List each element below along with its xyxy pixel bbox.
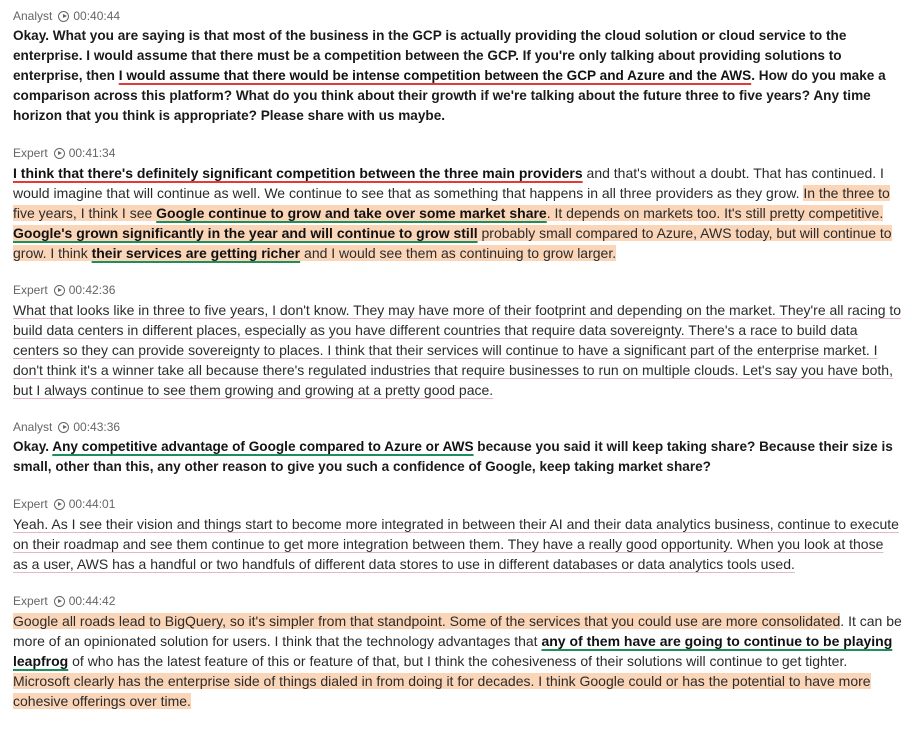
speaker-label: Analyst xyxy=(13,9,53,23)
highlighted-segment: their services are getting richer xyxy=(91,245,301,261)
highlighted-segment: Google continue to grow and take over some market share xyxy=(156,205,547,221)
play-icon[interactable] xyxy=(54,148,65,159)
timestamp-link[interactable]: 00:44:42 xyxy=(68,594,116,608)
speaker-label: Expert xyxy=(13,283,48,297)
speaker-label: Expert xyxy=(13,146,48,160)
text-segment: of who has the latest feature of this or feature of that, but I think the cohesiveness of their solutions will continue to get tighter. xyxy=(68,653,848,669)
highlighted-segment: Google all roads lead to BigQuery, so it's simpler from that standpoint. Some of the services that you could use are more consolidated xyxy=(13,613,841,629)
text-segment: Okay. xyxy=(13,439,53,454)
speaker-label: Expert xyxy=(13,497,48,511)
highlighted-segment: Google's grown significantly in the year and will continue to grow still xyxy=(13,225,478,241)
highlighted-segment: probably small compared to Azure, AWS today, but will continue to grow. I think xyxy=(13,225,892,261)
timestamp-link[interactable]: 00:42:36 xyxy=(68,283,116,297)
play-icon[interactable] xyxy=(58,422,69,433)
play-icon[interactable] xyxy=(58,11,69,22)
key-phrase: I think that there's definitely significant competition between the three main providers xyxy=(13,165,583,181)
speaker-meta xyxy=(13,282,902,298)
text-segment: Okay. What you are saying is that most of the business in the GCP is actually providing the cloud solution or cloud service to the enterprise. I would assume that there must be a competition between the GCP. If you're only talking about providing solutions to enterprise, then xyxy=(13,28,847,83)
transcript-text xyxy=(13,611,902,711)
transcript-text xyxy=(13,437,902,477)
speaker-meta xyxy=(13,145,902,161)
key-phrase: Any competitive advantage of Google compared to Azure or AWS xyxy=(52,439,474,454)
text-segment: What that looks like in three to five years, I don't know. They may have more of their footprint and depending on the market. They're all racing to build data centers in different places, especially as you have different countries that require data sovereignty. There's a race to build data centers so they can provide sovereignty to places. I think that their services will continue to have a significant part of the enterprise market. I don't think it's a winner take all because there's regulated industries that require businesses to run on multiple clouds. Let's say you have both, but I always continue to see them growing and growing at a pretty good pace. xyxy=(13,302,902,398)
speaker-meta xyxy=(13,419,902,435)
speaker-label: Analyst xyxy=(13,420,53,434)
highlighted-segment: and I would see them as continuing to grow larger. xyxy=(300,245,617,261)
highlighted-segment: Microsoft clearly has the enterprise side of things dialed in from doing it for decades. I think Google could or has the potential to have more cohesive offerings over time. xyxy=(13,673,871,709)
transcript-text xyxy=(13,300,902,400)
play-icon[interactable] xyxy=(54,285,65,296)
speaker-meta xyxy=(13,496,902,512)
transcript-text xyxy=(13,26,902,126)
speaker-label: Expert xyxy=(13,594,48,608)
timestamp-link[interactable]: 00:40:44 xyxy=(73,9,121,23)
text-segment: because you said it will keep taking share? Because their size is small, other than this, any other reason to give you such a confidence of Google, keep taking market share? xyxy=(13,439,893,474)
play-icon[interactable] xyxy=(54,596,65,607)
transcript-block xyxy=(13,419,902,477)
highlighted-segment: . It depends on markets too. It's still pretty competitive. xyxy=(546,205,884,221)
key-phrase: I would assume that there would be intense competition between the GCP and Azure and the AWS xyxy=(118,68,752,83)
highlighted-segment: In the three to five years, I think I see xyxy=(13,185,890,221)
transcript-block xyxy=(13,593,902,711)
timestamp-link[interactable]: 00:44:01 xyxy=(68,497,116,511)
transcript-block xyxy=(13,145,902,263)
key-phrase: any of them have are going to continue to be playing leapfrog xyxy=(13,633,893,669)
play-icon[interactable] xyxy=(54,499,65,510)
timestamp-link[interactable]: 00:43:36 xyxy=(73,420,121,434)
transcript-text xyxy=(13,514,902,574)
text-segment: . How do you make a comparison across this platform? What do you think about their growth if we're talking about the future three to five years? Any time horizon that you think is appropriate? Please share with us maybe. xyxy=(13,68,886,123)
transcript-text xyxy=(13,163,902,263)
text-segment: Yeah. As I see their vision and things start to become more integrated in between their AI and their data analytics business, continue to execute on their roadmap and see them continue to get more integration between them. They have a really good opportunity. When you look at those as a user, AWS has a handful or two handfuls of different data stores to use in different databases or data analytics tools used. xyxy=(13,516,899,572)
transcript-block xyxy=(13,282,902,400)
text-segment: . It can be more of an opinionated solution for users. I think that the technology advantages that xyxy=(13,613,902,649)
speaker-meta xyxy=(13,8,902,24)
text-segment: and that's without a doubt. That has continued. I would imagine that will continue as well. We continue to see that as something that happens in all three providers as they grow. xyxy=(13,165,884,201)
speaker-meta xyxy=(13,593,902,609)
transcript-block xyxy=(13,8,902,126)
transcript-block xyxy=(13,496,902,574)
timestamp-link[interactable]: 00:41:34 xyxy=(68,146,116,160)
